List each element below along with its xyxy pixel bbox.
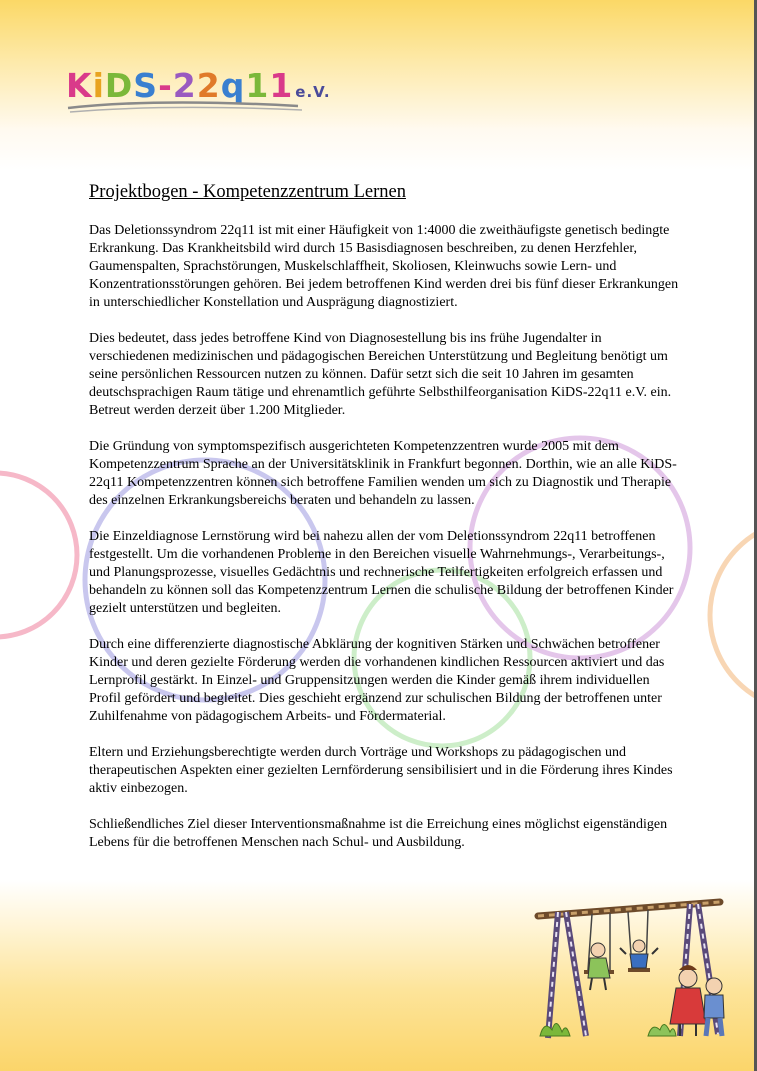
children-on-swing-illustration [530,898,730,1040]
logo-letter: 1 [245,66,270,105]
logo-letter: - [158,66,173,105]
kids-22q11-logo [66,66,331,126]
logo-letter: q [220,66,246,105]
logo-letter: 2 [172,66,197,105]
paragraph: Eltern und Erziehungsberechtigte werden durch Vorträge und Workshops zu pädagogischen und therapeutischen Aspekten einer gezielten Lernförderung sensibilisiert und in die Förderung ihres Kindes aktiv einbezogen. [89,745,673,796]
document-title: Projektbogen - Kompetenzzentrum Lernen [89,182,406,202]
paragraph: Die Gründung von symptomspezifisch ausgerichteten Kompetenzzentren wurde 2005 mit dem Kompetenzzentrum Sprache an der Universitätsklinik in Frankfurt begonnen. Dorthin, wie an alle KiDS-22q11 Kompetenzzentren können sich betroffene Familien wenden um sich zu Diagnostik und Therapie des einzelnen Erkrankungsbereichs beraten und behandeln zu lassen. [89,439,677,508]
paragraph: Durch eine differenzierte diagnostische Abklärung der kognitiven Stärken und Schwächen betroffener Kinder und deren gezielte Förderung werden die vorhandenen kindlichen Ressourcen aktiviert und das Lernprofil gestärkt. In Einzel- und Gruppensitzungen werden die Kinder gemäß ihrem individuellen Profil gefördert und begleitet. Dies geschieht ergänzend zur schulischen Bildung der betroffenen unter Zuhilfenahme von pädagogischem Arbeits- und Fördermaterial. [89,637,665,724]
paragraph: Schließendliches Ziel dieser Interventionsmaßnahme ist die Erreichung eines möglichst eigenständigen Lebens für die betroffenen Menschen nach Schul- und Ausbildung. [89,817,668,850]
document-body [89,222,679,870]
ring-pink [0,473,77,637]
logo-letter: K [66,66,93,105]
logo-letter: i [92,66,105,105]
paragraph: Dies bedeutet, dass jedes betroffene Kind von Diagnosestellung bis ins frühe Jugendalter in verschiedenen medizinischen und pädagogischen Bereichen Unterstützung und Begleitung benötigt um seine persönlichen Ressourcen nutzen zu können. Dafür setzt sich die seit 10 Jahren im gesamten deutschsprachigen Raum tätige und ehrenamtlich geführte Selbsthilfeorganisation KiDS-22q11 e.V. ein. Betreut werden derzeit über 1.200 Mitglieder. [89,331,672,418]
logo-suffix: e.V. [295,83,331,101]
logo-letter: D [104,66,134,105]
logo-letter: 1 [269,66,294,105]
logo-letter: 2 [196,66,221,105]
logo-letter: S [133,66,159,105]
ring-orange [710,520,757,710]
logo-swoosh-icon [66,96,306,118]
paragraph: Das Deletionssyndrom 22q11 ist mit einer Häufigkeit von 1:4000 die zweithäufigste genetisch bedingte Erkrankung. Das Krankheitsbild wird durch 15 Basisdiagnosen beschreiben, zu denen Herzfehler, Gaumenspalten, Sprachstörungen, Muskelschlaffheit, Skoliosen, Kleinwuchs sowie Lern- und Konzentrationsstörungen gehören. Bei jedem betroffenen Kind werden drei bis fünf dieser Erkrankungen in unterschiedlicher Konstellation und Ausprägung diagnostiziert. [89,223,679,310]
paragraph: Die Einzeldiagnose Lernstörung wird bei nahezu allen der vom Deletionssyndrom 22q11 betroffenen festgestellt. Um die vorhandenen Probleme in den Bereichen visuelle Wahrnehmungs-, Verarbeitungs-, und Planungsprozesse, visuelles Gedächtnis und rechnerische Teilfertigkeiten erfolgreich erfassen und behandeln zu können soll das Kompetenzzentrum Lernen die schulische Bildung der betroffenen Kinder gezielt unterstützen und begleiten. [89,529,674,616]
